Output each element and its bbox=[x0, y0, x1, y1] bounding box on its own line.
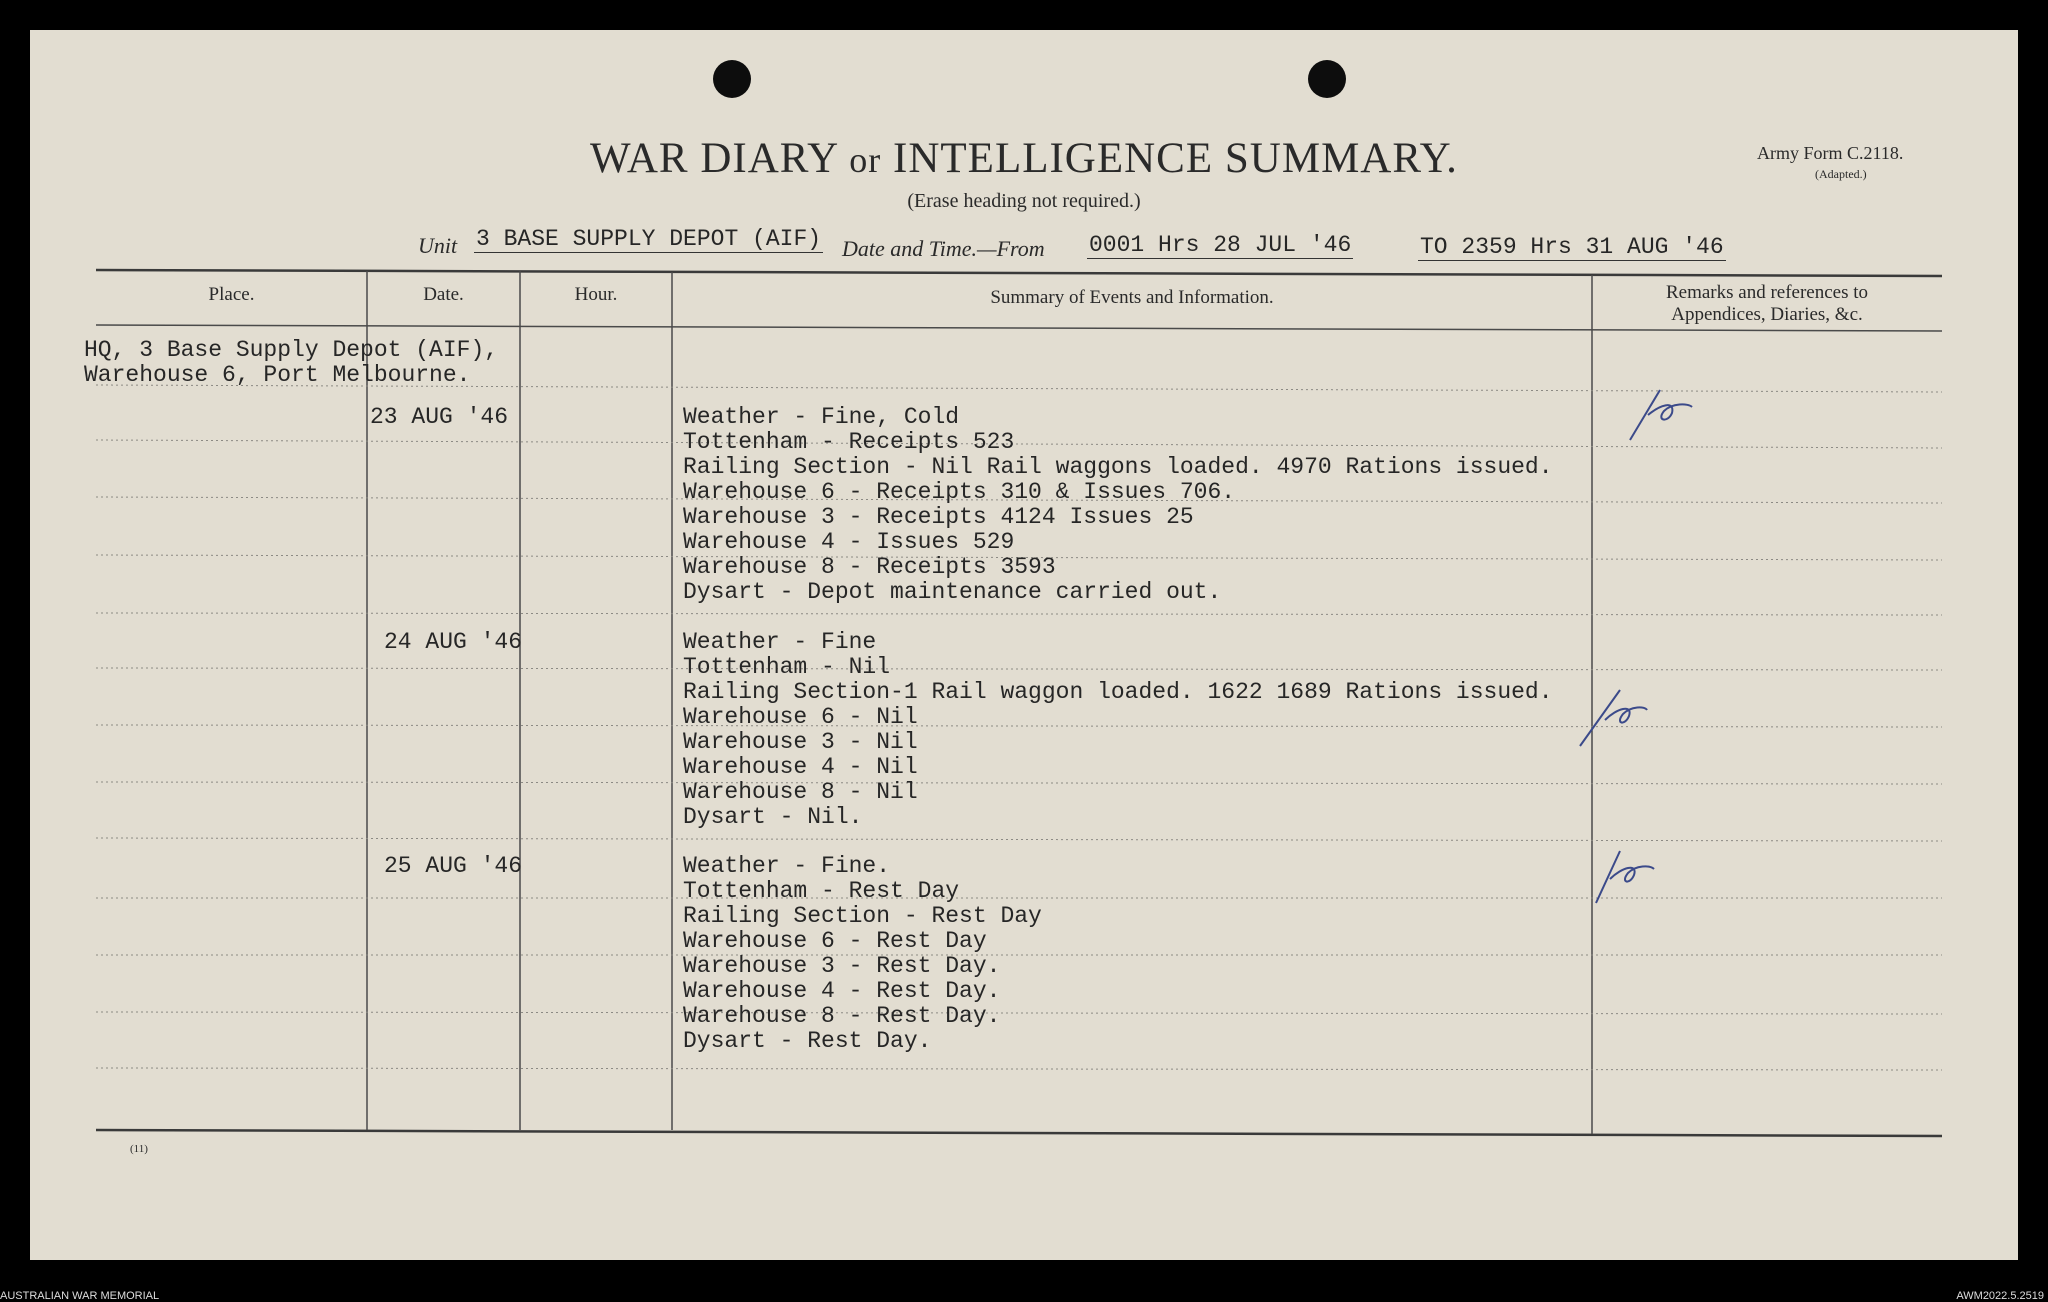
summary-line: Warehouse 4 - Nil bbox=[683, 754, 918, 780]
col-header-remarks bbox=[1592, 282, 1942, 326]
summary-line: Weather - Fine, Cold bbox=[683, 404, 960, 430]
footer-institution: AUSTRALIAN WAR MEMORIAL bbox=[0, 1290, 160, 1302]
date-time-label: Date and Time.—From bbox=[842, 236, 1045, 261]
entry-3-summary bbox=[683, 854, 1042, 1054]
summary-line: Railing Section - Rest Day bbox=[683, 903, 1042, 929]
summary-line: Warehouse 6 - Receipts 310 & Issues 706. bbox=[683, 479, 1236, 505]
form-title: WAR DIARY or INTELLIGENCE SUMMARY. bbox=[590, 135, 1458, 182]
to-value: TO 2359 Hrs 31 AUG '46 bbox=[1420, 234, 1724, 260]
remarks-header-line-1: Remarks and references to bbox=[1665, 282, 1869, 303]
initials-mark-2 bbox=[1575, 678, 1665, 748]
col-header-hour: Hour. bbox=[574, 284, 618, 305]
initials-mark-1 bbox=[1620, 385, 1710, 445]
place-line-2: Warehouse 6, Port Melbourne. bbox=[84, 362, 471, 388]
summary-line: Warehouse 3 - Receipts 4124 Issues 25 bbox=[683, 504, 1194, 530]
unit-label: Unit bbox=[418, 233, 458, 258]
summary-line: Warehouse 6 - Rest Day bbox=[683, 928, 987, 954]
remarks-header-line-2: Appendices, Diaries, &c. bbox=[1671, 304, 1863, 325]
summary-line: Dysart - Depot maintenance carried out. bbox=[683, 579, 1222, 605]
summary-line: Weather - Fine. bbox=[683, 853, 891, 879]
from-value: 0001 Hrs 28 JUL '46 bbox=[1089, 232, 1352, 258]
entry-1-summary bbox=[683, 405, 1553, 605]
unit-value: 3 BASE SUPPLY DEPOT (AIF) bbox=[476, 226, 822, 252]
summary-line: Warehouse 8 - Rest Day. bbox=[683, 1003, 1001, 1029]
army-form-number: Army Form C.2118. bbox=[1757, 143, 1904, 163]
summary-line: Warehouse 3 - Nil bbox=[683, 729, 918, 755]
summary-line: Dysart - Rest Day. bbox=[683, 1028, 932, 1054]
form-number: (11) bbox=[130, 1143, 148, 1155]
summary-line: Dysart - Nil. bbox=[683, 804, 863, 830]
summary-line: Tottenham - Rest Day bbox=[683, 878, 960, 904]
summary-line: Warehouse 8 - Receipts 3593 bbox=[683, 554, 1056, 580]
summary-line: Tottenham - Receipts 523 bbox=[683, 429, 1015, 455]
col-header-place: Place. bbox=[208, 284, 255, 305]
initials-mark-3 bbox=[1588, 845, 1668, 905]
adapted-note: (Adapted.) bbox=[1815, 167, 1867, 181]
entry-2-summary bbox=[683, 630, 1553, 830]
footer-accession: AWM2022.5.2519 bbox=[1956, 1290, 2044, 1302]
summary-line: Tottenham - Nil bbox=[683, 654, 891, 680]
summary-line: Warehouse 6 - Nil bbox=[683, 704, 918, 730]
entry-date-1: 23 AUG '46 bbox=[370, 404, 509, 430]
form-subtitle: (Erase heading not required.) bbox=[907, 190, 1141, 212]
entry-date-3: 25 AUG '46 bbox=[384, 853, 523, 879]
col-header-date: Date. bbox=[423, 284, 464, 305]
col-header-summary: Summary of Events and Information. bbox=[990, 287, 1274, 308]
summary-line: Warehouse 3 - Rest Day. bbox=[683, 953, 1001, 979]
summary-line: Warehouse 4 - Rest Day. bbox=[683, 978, 1001, 1004]
summary-line: Railing Section - Nil Rail waggons loaded. 4970 Rations issued. bbox=[683, 454, 1553, 480]
summary-line: Warehouse 4 - Issues 529 bbox=[683, 529, 1015, 555]
summary-line: Weather - Fine bbox=[683, 629, 877, 655]
place-line-1: HQ, 3 Base Supply Depot (AIF), bbox=[84, 337, 499, 363]
entry-date-2: 24 AUG '46 bbox=[384, 629, 523, 655]
summary-line: Railing Section-1 Rail waggon loaded. 1622 1689 Rations issued. bbox=[683, 679, 1553, 705]
summary-line: Warehouse 8 - Nil bbox=[683, 779, 918, 805]
